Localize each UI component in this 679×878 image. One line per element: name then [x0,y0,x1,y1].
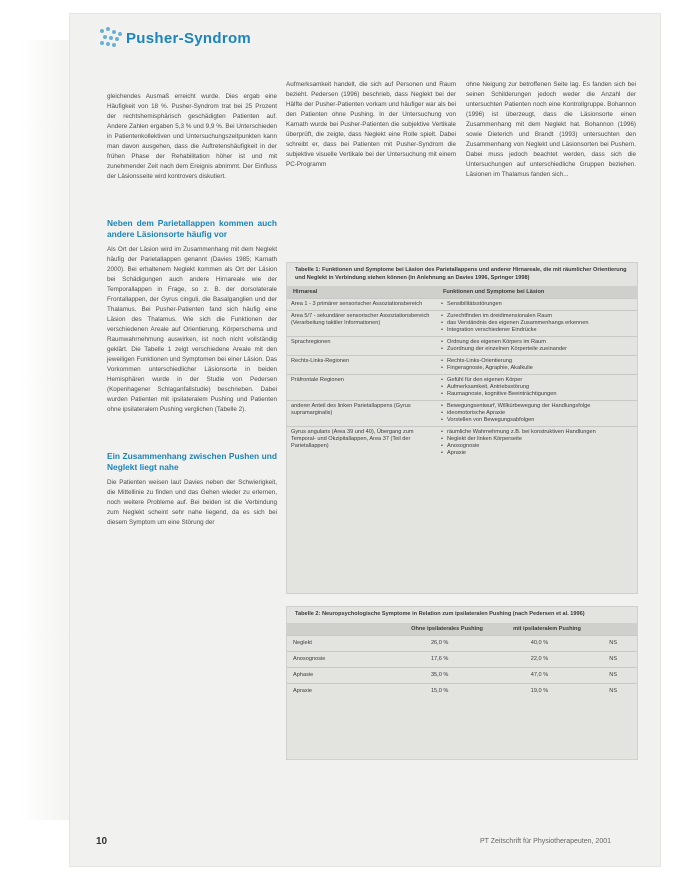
page-header [98,26,251,50]
symptom-item: • Apraxie [441,450,633,457]
column-header: Ohne ipsilaterales Pushing [411,625,483,632]
symptom-item: • Fingeragnosie, Agraphie, Akalkulie [441,365,633,372]
symptom-item: • Ordnung des eigenen Körpers im Raum [441,339,633,346]
symptom-item: • Vorstellen von Bewegungsabfolgen [441,417,633,424]
area-cell: Gyrus angularis (Area 39 und 40), Übergang zum Temporal- und Okzipitallappen, Area 37 (Teil der Parietallappen) [287,427,435,460]
symptom-item: • räumliche Wahrnehmung z.B. bei konstruktiven Handlungen [441,429,633,436]
row-label: Apraxie [287,683,390,699]
symptom-cell [435,356,637,375]
symptom-item: • Sensibilitätsstörungen [441,301,633,308]
table-row [287,635,637,651]
symptom-item: • Neglekt der linken Körperseite [441,436,633,443]
symptom-item: • Aufmerksamkeit, Antriebsstörung [441,384,633,391]
symptom-item: • Zuordnung der einzelnen Körperteile zueinander [441,346,633,353]
page-title: Pusher-Syndrom [126,29,252,47]
section-heading: Neben dem Parietallappen kommen auch andere Läsionsorte häufig vor [107,218,277,239]
row-label: Anosognosie [287,651,390,667]
value-cell: NS [589,683,637,699]
row-label: Aphasie [287,667,390,683]
table-row [287,683,637,699]
value-cell: 19,0 % [490,683,590,699]
table-header [287,623,637,635]
row-label: Neglekt [287,635,390,651]
symptom-cell [435,427,637,460]
symptom-item: • Gefühl für den eigenen Körper [441,377,633,384]
symptom-item: • Zurechtfinden im dreidimensionalen Raum [441,313,633,320]
value-cell: 47,0 % [490,667,590,683]
data-table [287,635,637,699]
data-table [287,298,637,459]
column-header: Funktionen und Symptome bei Läsion [443,289,545,295]
value-cell: 40,0 % [490,635,590,651]
page-number: 10 [96,836,108,847]
table-row [287,427,637,460]
paragraph: Die Patienten weisen laut Davies neben der Schwierigkeit, die Mittellinie zu finden und das Gehen wieder zu erlernen, noch weitere Probleme auf. Bei beiden ist die Verbindung zum Neglekt scheint sehr nahe liegend, da es sich bei diesem Symptom um eine Störung der [107,479,277,526]
value-cell: NS [589,635,637,651]
value-cell: 15,0 % [390,683,490,699]
paragraph: Als Ort der Läsion wird im Zusammenhang mit dem Neglekt häufig der Parietallappen genannt (Davies 1985; Karnath 2000). Bei erhaltenem Neglekt kommen als Ort der Läsion bei Schädigungen auch andere Hirnareale wie der Temporallappen in Frage, so z. B. der dorsolaterale Frontallappen, der Gyrus cinguli, die Basalganglien und der Thalamus. Bei Pusher-Patienten fand sich häufig eine Läsion des Thalamus. Wie sich die Funktionen der verschiedenen Areale auf Orientierung, Körperschema und Raumwahrnehmung auswirken, ist noch nicht vollständig geklärt. Die Tabelle 1 zeigt verschiedene Areale mit den jeweiligen Funktionen und Symptomen bei einer Läsion. Das Vorkommen unterschiedlicher Läsionsorte in beiden Hemisphären wurde in der Studie von Pedersen (Kopenhagener Schlaganfallstudie) beschrieben. Dabei wurden Patienten mit ipsilateralem Pushing und Patienten ohne ipsilateralem Pushing verglichen (Tabelle 2). [107,246,277,413]
symptom-item: • Integration verschiedener Eindrücke [441,327,633,334]
table-row [287,337,637,356]
symptom-item: • Raumagnosie, kognitive Beeinträchtigungen [441,391,633,398]
table-row [287,401,637,427]
table-row [287,311,637,337]
symptom-cell [435,311,637,337]
paragraph: gleichendes Ausmaß erreicht wurde. Dies ergab eine Häufigkeit von 18 %. Pusher-Syndrom trat bei 25 Prozent der rechtshemisphärisch geschädigten Patienten auf. Andere Zahlen ergaben 5,3 % und 9,9 %. Bei Unterschieden in Patientenkollektiven und Untersuchungszeitpunkten kann man davon ausgehen, dass die Auftretenshäufigkeit in der frühen Phase der Rehabilitation höher ist und mit zunehmender Zeit nach dem Ereignis abnimmt. Der Einfluss der Läsionsseite wird kontrovers diskutiert. [107,93,277,180]
value-cell: NS [589,651,637,667]
area-cell: Sprachregionen [287,337,435,356]
section-heading: Ein Zusammenhang zwischen Pushen und Neglekt liegt nahe [107,451,277,472]
paragraph: ohne Neigung zur betroffenen Seite lag. Es fanden sich bei seinen Schilderungen jedoch weder die Anzahl der untersuchten Patienten noch eine Kontrollgruppe. Bohannon (1996) ist überzeugt, dass die Läsionsorte einen Zusammenhang mit dem Neglekt hat. Bohannon (1996) sowie Dieterich und Brandt (1993) untersuchten den Zusammenhang von Neglekt und Läsionsorten bei Pushern. Dabei muss jedoch beachtet werden, dass sich die Untersuchungen auf unterschiedliche Gruppen beziehen. Läsionen im Thalamus fanden sich... [466,81,636,178]
column-header: Hirnareal [293,289,318,295]
area-cell: anderer Anteil des linken Parietallappens (Gyrus supramarginalis) [287,401,435,427]
symptom-cell [435,337,637,356]
column-3 [466,80,636,182]
table-caption: Tabelle 2: Neuropsychologische Symptome in Relation zum ipsilateralen Pushing (nach Pedersen et al. 1996) [295,611,585,617]
column-1 [107,92,277,530]
value-cell: 35,0 % [390,667,490,683]
column-2 [286,80,456,172]
dot-pattern-icon [98,26,122,50]
table-row [287,651,637,667]
table-row [287,299,637,311]
symptom-cell [435,299,637,311]
area-cell: Rechts-Links-Regionen [287,356,435,375]
symptom-cell [435,401,637,427]
table-1 [286,262,638,594]
value-cell: 22,0 % [490,651,590,667]
table-2 [286,606,638,760]
table-row [287,356,637,375]
symptom-item: • Anosognosie [441,443,633,450]
symptom-item: • das Verständnis des eigenen Zusammenhangs erkennen [441,320,633,327]
area-cell: Area 1 - 3 primärer sensorischer Assoziationsbereich [287,299,435,311]
table-header [287,286,637,298]
symptom-item: • ideomotorische Apraxie [441,410,633,417]
journal-footer: PT Zeitschrift für Physiotherapeuten, 2001 [480,838,611,845]
symptom-cell [435,375,637,401]
area-cell: Area 5/7 - sekundärer sensorischer Assoziationsbereich (Verarbeitung taktiler Informationen) [287,311,435,337]
area-cell: Präfrontale Regionen [287,375,435,401]
column-header: mit ipsilateralem Pushing [513,625,581,632]
value-cell: NS [589,667,637,683]
paragraph: Aufmerksamkeit handelt, die sich auf Personen und Raum bezieht. Pedersen (1996) beschrieb, dass Neglekt bei der Hälfte der Pusher-Patienten vorkam und häufiger war als bei den Patienten ohne Pushing. In der Untersuchung von Karnath wurde bei Pusher-Patienten die subjektive Vertikale überprüft, die zeigte, dass Neglekt eine Rolle spielt. Dabei schreibt er, dass bei Patienten mit Pusher-Syndrom die subjektive visuelle Vertikale bei der Untersuchung mit einem PC-Programm [286,81,456,168]
table-caption: Tabelle 1: Funktionen und Symptome bei Läsion des Parietallappens und anderer Hirnareale, die mit räumlicher Orientierung und Neglekt in Verbindung stehen können (in Anlehnung an Davies 1996, Springer 1998) [295,267,627,281]
table-row [287,375,637,401]
value-cell: 26,0 % [390,635,490,651]
value-cell: 17,6 % [390,651,490,667]
symptom-item: • Bewegungsentwurf, Willkürbewegung der Handlungsfolge [441,403,633,410]
symptom-item: • Rechts-Links-Orientierung [441,358,633,365]
table-row [287,667,637,683]
